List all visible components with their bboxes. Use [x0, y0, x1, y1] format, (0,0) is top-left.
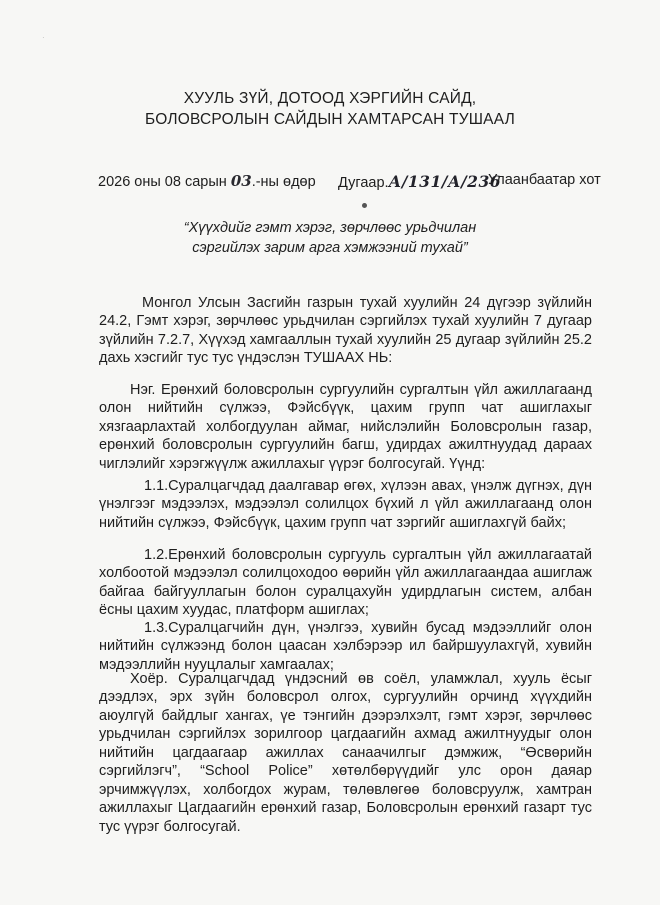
document-subject: [0, 218, 660, 258]
stamp-dot: [362, 203, 367, 208]
document-meta-row: [0, 168, 660, 190]
item-1-1-paragraph: 1.1.Суралцагчдад даалгавар өгөх, хүлээн авах, үнэлж дүгнэх, дүн үнэлгээг мэдээлэх, мэдээлэл солилцох бүхий л үйл ажиллагаанд олон нийтийн сүлжээ, Фэйсбүүк, цахим групп чат зэргийг ашиглахгүй байх;: [99, 477, 592, 531]
document-city: Улаанбаатар хот: [488, 172, 601, 188]
document-number: [338, 172, 501, 191]
date-prefix: 2026 оны 08 сарын: [98, 174, 231, 190]
title-line-1: ХУУЛЬ ЗҮЙ, ДОТООД ХЭРГИЙН САЙД,: [183, 90, 477, 107]
item-1-paragraph: Нэг. Ерөнхий боловсролын сургуулийн сургалтын үйл ажиллагаанд олон нийтийн сүлжээ, Фэйсбүүк, цахим групп чат ашиглахыг хязгаарлахтай холбогдуулан аймаг, нийслэлийн Боловсролын газар, ерөнхий боловсролын сургуулийн багш, удирдах ажилтнуудад дараах чиглэлийг хэрэгжүүлж ажиллахыг үүрэг болгосугай. Үүнд:: [99, 381, 592, 472]
item-1-3-paragraph: 1.3.Суралцагчийн дүн, үнэлгээ, хувийн бусад мэдээллийг олон нийтийн сүлжээнд болон цаасан хэлбэрээр ил байршуулахгүй, хувийн мэдээллийн нууцлалыг хамгаалах;: [99, 619, 592, 673]
preamble-paragraph: Монгол Улсын Засгийн газрын тухай хуулийн 24 дүгээр зүйлийн 24.2, Гэмт хэрэг, зөрчлөөс урьдчилан сэргийлэх тухай хуулийн 7 дугаар зүйлийн 7.2.7, Хүүхэд хамгааллын тухай хуулийн 25 дугаар зүйлийн 25.2 дахь хэсгийг тус тус үндэслэн ТУШААХ НЬ:: [99, 294, 592, 366]
document-date: [98, 172, 316, 190]
item-1-2-paragraph: 1.2.Ерөнхий боловсролын сургууль сургалтын үйл ажиллагаатай холбоотой мэдээлэл солилцоходоо өөрийн үйл ажиллагаандаа ашиглаж байгаа байгууллагын болон суралцахуйн удирдлагын систем, албан ёсны цахим хуудас, платформ ашиглах;: [99, 546, 592, 618]
scan-speck: ·: [42, 33, 45, 42]
title-line-2: БОЛОВСРОЛЫН САЙДЫН ХАМТАРСАН ТУШААЛ: [145, 111, 515, 128]
date-suffix: .-ны өдөр: [251, 174, 316, 190]
item-2-paragraph: Хоёр. Суралцагчдад үндэсний өв соёл, уламжлал, хууль ёсыг дээдлэх, эрх зүйн боловсрол олгох, сургуулийн орчинд хүүхдийн аюулгүй байдлыг хангах, үе тэнгийн дээрэлхэлт, гэмт хэрэг, зөрчлөөс урьдчилан сэргийлэх зорилгоор цагдаагийн ахмад ажилтнуудыг олон нийтийн цагдаагаар ажиллах санаачилгыг дэмжиж, “Өсвөрийн сэргийлэгч”, “School Police” хөтөлбөрүүдийг улс орон даяар эрчимжүүлэх, холбогдох журам, төлөвлөгөө боловсруулж, хамтран ажиллахыг Цагдаагийн ерөнхий газар, Боловсролын ерөнхий газарт тус тус үүрэг болгосугай.: [99, 670, 592, 835]
number-label: Дугаар.: [338, 175, 389, 191]
date-day-handwritten: 03: [230, 172, 252, 190]
subject-line-1: “Хүүхдийг гэмт хэрэг, зөрчлөөс урьдчилан: [183, 220, 477, 236]
document-title: [0, 88, 660, 130]
number-value-handwritten: А/131/А/236: [388, 172, 502, 191]
subject-line-2: сэргийлэх зарим арга хэмжээний тухай”: [192, 240, 468, 256]
